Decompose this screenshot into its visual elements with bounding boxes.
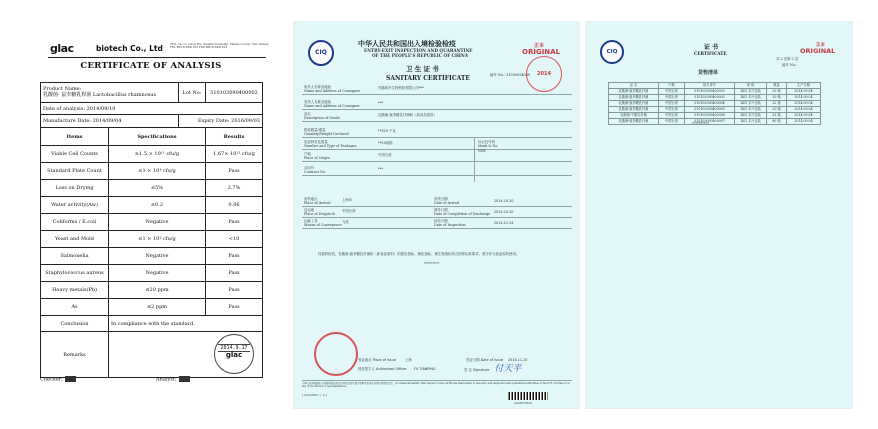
checker-label: Checker: — [40, 376, 63, 383]
result-stars: ********* — [424, 262, 440, 266]
remarks-row — [41, 332, 263, 378]
test-row — [41, 180, 263, 197]
goods-cell: 1KG 多片包装 — [735, 95, 767, 101]
page3-number-label: 编号 No.: — [782, 63, 798, 67]
goods-cell: 乳酸菌-鼠李糖乳杆菌 — [609, 95, 659, 101]
test-spec: ≤2 ppm — [109, 299, 206, 316]
mark-label-en: Mark & No. — [478, 144, 499, 148]
goods-cell: 510103090400004 — [685, 101, 735, 107]
test-spec: ≤5% — [109, 180, 206, 197]
checker-seal — [65, 376, 76, 382]
test-row — [41, 146, 263, 163]
barcode-number: AA00575622 — [514, 401, 533, 405]
analysis-date-label: Date of analysis: — [43, 105, 86, 112]
goods-table — [608, 82, 821, 125]
test-result: Pass — [206, 214, 263, 231]
despatch_place-label-en: Place of Despatch — [304, 212, 335, 216]
test-row — [41, 282, 263, 299]
goods-cell: 中国台湾 — [659, 107, 685, 113]
goods-col-qty: 数量 — [767, 83, 787, 89]
col-items: Items — [41, 128, 109, 146]
result-text: 经抽样检验，乳酸菌-鼠李糖乳杆菌粉（新食品原料）的感官指标、理化指标、微生物指标符合国家标准要求，准予作为食品原料使用。 — [318, 252, 520, 256]
form-code: [ C9-2(2000. 1. 1) ] — [302, 394, 328, 397]
test-item: As — [41, 299, 109, 316]
test-row — [41, 299, 263, 316]
coa-header — [50, 42, 268, 56]
field-divider — [302, 121, 572, 122]
inspection-label-en: Date of Inspection — [434, 223, 466, 227]
arrival_date-label-en: Date of Arrival — [434, 201, 460, 205]
company-name: biotech Co., Ltd — [96, 44, 163, 53]
goods-cell: 乳酸菌-鼠李糖乳杆菌 — [609, 107, 659, 113]
goods-cell: 2014.09.04 — [787, 119, 821, 125]
mfg-date-label: Manufacture Date: — [43, 118, 91, 124]
despatch_place-label-cn: 启运地 — [304, 208, 315, 212]
cert-number — [490, 73, 530, 77]
coa-table — [40, 82, 263, 378]
disclaimer: 中华人民共和国出入境检验检疫机关及其官员或代表不承担签发本证书的任何财经责任。No financial liability with respect to this certificate shall attach to the entry-exit inspection and quarantine authorities of the P. R. of China or to any of its officers or representatives. — [302, 382, 571, 388]
goods-cell: 中国台湾 — [659, 119, 685, 125]
test-result: Pass — [206, 163, 263, 180]
goods-cell: 乳酸菌-鼠李糖乳杆菌 — [609, 119, 659, 125]
red-stamp-bottom — [314, 332, 358, 376]
goods-cell: 32 箱 — [767, 101, 787, 107]
test-spec: Negative — [109, 265, 206, 282]
conclusion-row — [41, 316, 263, 332]
product-row — [41, 83, 263, 103]
transport-divider — [302, 217, 572, 218]
mark-label-cn: 标记及号码 — [478, 140, 495, 144]
field-label-en: Name and Address of Consignee — [304, 89, 361, 93]
conclusion-label: Conclusion — [41, 316, 109, 332]
field-value: **23纸箱 — [378, 141, 393, 145]
page3-copy-en: ORIGINAL — [800, 47, 836, 55]
analyst-label: Analyst: — [156, 376, 177, 383]
goods-cell: 510103090400006 — [685, 113, 735, 119]
field-divider — [302, 149, 572, 150]
goods-cell: 510103090400002 — [685, 89, 735, 95]
mark-divider — [474, 138, 475, 182]
completion-value: 2014.10.20 — [494, 210, 514, 214]
barcode — [508, 392, 548, 400]
stamp-logo: glac — [225, 351, 243, 359]
test-row — [41, 265, 263, 282]
goods-cell: 中国台湾 — [659, 95, 685, 101]
cert-number-label: 编号 No.: — [490, 73, 506, 77]
goods-col-origin: 产地 — [659, 83, 685, 89]
inspection-stamp — [214, 334, 254, 374]
field-value: *** — [378, 167, 384, 171]
goods-cell: 1KG 多片包装 — [735, 119, 767, 125]
field-divider — [302, 175, 572, 176]
test-result: Pass — [206, 265, 263, 282]
mark-value: N/M — [478, 149, 486, 153]
test-item: Staphylococcus aureus — [41, 265, 109, 282]
lot-label: Lot No: — [179, 83, 206, 103]
product-name-label: Product Name: — [43, 86, 82, 92]
test-result: 0.06 — [206, 197, 263, 214]
field-value: 安徽明升生物科技有限公司*** — [378, 86, 424, 90]
field-value: 乳酸菌-鼠李糖乳杆菌粉（新食品原料） — [378, 113, 437, 117]
conveyance-label-cn: 运输工具 — [304, 219, 318, 223]
conclusion-value: In compliance with the standard. — [109, 316, 263, 332]
goods-cell: 2014.09.04 — [787, 89, 821, 95]
field-divider — [302, 137, 572, 138]
issue-date-value: 2014.11.25 — [508, 358, 528, 362]
field-label-cn: 包装种类及数量 — [304, 140, 328, 144]
footer-divider — [302, 380, 572, 381]
sanitary-title-cn: 卫 生 证 书 — [406, 65, 439, 73]
dates-row — [41, 115, 263, 128]
completion-label-cn: 卸毕日期 — [434, 208, 448, 212]
stamp-year: 2014 — [537, 71, 551, 77]
goods-cell: 1KG 多片包装 — [735, 113, 767, 119]
header-row — [41, 128, 263, 146]
stamp-date: 2014.9.17 — [218, 344, 250, 352]
conveyance-label-en: Means of Conveyance — [304, 223, 342, 227]
test-result: <10 — [206, 231, 263, 248]
cert-number-value: 31050014098 — [506, 73, 530, 77]
checker-signature — [40, 376, 76, 383]
goods-cell: 510103090400007 — [685, 119, 735, 125]
goods-col-decl: 报关单号 — [685, 83, 735, 89]
issue-place-value: 上海 — [404, 358, 412, 362]
goods-cell: 中国台湾 — [659, 113, 685, 119]
test-result: Pass — [206, 299, 263, 316]
test-item: Coliforms / E.coli — [41, 214, 109, 231]
field-divider — [302, 94, 572, 95]
goods-cell: 中国台湾 — [659, 89, 685, 95]
issue-place: 签证地点 Place of Issue 上海 — [358, 358, 412, 362]
goods-col-name: 品 名 — [609, 83, 659, 89]
expiry-date-value: 2016/09/03 — [231, 118, 260, 124]
field-label-cn: 产地 — [304, 152, 311, 156]
test-item: Heavy metals(Pb) — [41, 282, 109, 299]
issue-date: 签证日期 Date of Issue 2014.11.25 — [466, 358, 528, 362]
completion-label-en: Date of Completion of Discharge — [434, 212, 491, 216]
coa-title: CERTIFICATE OF ANALYSIS — [80, 61, 222, 71]
analysis-date-value: 2014/09/10 — [86, 105, 116, 112]
analysis-date-row — [41, 103, 263, 115]
test-item: Viable Cell Counts — [41, 146, 109, 163]
field-label-en: Place of Origin — [304, 156, 330, 160]
test-result: Pass — [206, 248, 263, 265]
goods-cell: 510103090400005 — [685, 107, 735, 113]
field-label-en: Number and Type of Packages — [304, 144, 357, 148]
goods-cell: 32 箱 — [767, 113, 787, 119]
ciq-emblem: CIQ — [308, 40, 334, 66]
test-row — [41, 231, 263, 248]
despatch_place-value: 中国台湾 — [342, 209, 356, 213]
authorized-officer: 授权签字人 Authorized Officer FU TIANPING — [358, 367, 436, 371]
company-address: 3F-6, No.17, Guoji Rd., Sinshih Township, Tainan County 744, Taiwan TEL 886-6-5891976 FAX 886-6-5891813 — [170, 42, 269, 50]
goods-cell: 20 箱 — [767, 95, 787, 101]
header-divider — [48, 57, 266, 58]
goods-cell: 乳酸菌-鼠李糖乳杆菌 — [609, 89, 659, 95]
field-label-cn: 合同号 — [304, 166, 315, 170]
agency-cn: 中华人民共和国出入境检验检疫 — [358, 40, 456, 48]
product-name-value: 乳酸菌- 鼠李糖乳桿菌 Lactobacillus rhamnosus — [43, 91, 157, 98]
goods-cell: 2014.09.04 — [787, 113, 821, 119]
field-divider — [302, 109, 572, 110]
goods-cell: 80 箱 — [767, 119, 787, 125]
inspection-label-cn: 检验日期 — [434, 219, 448, 223]
test-result: Pass — [206, 282, 263, 299]
red-stamp-top — [526, 56, 562, 92]
test-spec: ≤1 × 10⁴ cfu/g — [109, 163, 206, 180]
test-item: Salmonella — [41, 248, 109, 265]
field-value: **320 千克 — [378, 129, 396, 133]
field-label-cn: 收货人名称及地址 — [304, 85, 332, 89]
page3-copy-cn: 正本 — [816, 43, 825, 48]
test-row — [41, 248, 263, 265]
test-spec: Negative — [109, 214, 206, 231]
goods-cell: 2014.09.04 — [787, 95, 821, 101]
test-item: Yeast and Mold — [41, 231, 109, 248]
test-spec: Negative — [109, 248, 206, 265]
officer-value: FU TIANPING — [413, 367, 436, 371]
arrival_date-value: 2014.10.20 — [494, 199, 514, 203]
arrival_place-value: 上海市 — [342, 198, 353, 202]
expiry-date-label: Expiry Date: — [197, 118, 230, 124]
conveyance-value: 飞机 — [342, 220, 349, 224]
ciq-emblem-2: CIQ — [600, 40, 624, 64]
field-divider — [302, 161, 572, 162]
agency-en-2: OF THE PEOPLE'S REPUBLIC OF CHINA — [372, 53, 468, 58]
page3-title-en: CERTIFICATE — [694, 51, 727, 56]
transport-divider — [302, 228, 572, 229]
goods-cell: 中国台湾 — [659, 101, 685, 107]
col-results: Results — [206, 128, 263, 146]
lot-value: 510103090400002 — [206, 83, 263, 103]
goods-list-page — [586, 22, 852, 408]
signature-field: 签 名 Signature 付天平 — [464, 364, 522, 374]
field-label-cn: 品名 — [304, 112, 311, 116]
goods-cell: 510103090400003 — [685, 95, 735, 101]
goods-cell: 20 箱 — [767, 89, 787, 95]
sanitary-title-en: SANITARY CERTIFICATE — [386, 75, 470, 82]
test-item: Water activity(Aw) — [41, 197, 109, 214]
test-item: Loss on Drying — [41, 180, 109, 197]
company-logo: glac — [50, 42, 74, 55]
goods-cell: 2014.09.04 — [787, 101, 821, 107]
test-row — [41, 163, 263, 180]
field-label-cn: 报检数量/重量 — [304, 128, 326, 132]
page3-title-cn: 证 书 — [704, 44, 719, 51]
field-label-en: Name and Address of Consignor — [304, 104, 360, 108]
test-spec: ≥1.5 × 10¹¹ cfu/g — [109, 146, 206, 163]
field-value: 中国台湾 — [378, 153, 392, 157]
test-result: 1.67× 10¹¹ cfu/g — [206, 146, 263, 163]
handwritten-signature: 付天平 — [494, 364, 522, 374]
test-result: 2.7% — [206, 180, 263, 197]
analyst-signature — [156, 376, 190, 383]
test-row — [41, 214, 263, 231]
field-label-en: Quantity/Weight Declared — [304, 132, 349, 136]
remarks-label: Remarks — [41, 332, 109, 378]
field-value: *** — [378, 101, 384, 105]
arrival_date-label-cn: 到货日期 — [434, 197, 448, 201]
goods-col-spec: 规 格 — [735, 83, 767, 89]
goods-cell: 乳酸菌-干酪乳杆菌 — [609, 113, 659, 119]
sanitary-certificate — [294, 22, 579, 408]
inspection-value: 2014.11.24 — [494, 221, 514, 225]
goods-cell: 1KG 多片包装 — [735, 101, 767, 107]
agency-en: ENTRY-EXIT INSPECTION AND QUARANTINE — [364, 48, 473, 53]
mfg-date-value: 2014/09/04 — [92, 118, 122, 124]
goods-stars: ********** — [692, 122, 709, 126]
coa-document — [36, 36, 269, 386]
test-item: Standard Plate Count — [41, 163, 109, 180]
col-specifications: Specifications — [109, 128, 206, 146]
arrival_place-label-cn: 到货地点 — [304, 197, 318, 201]
field-label-en: Contract No. — [304, 170, 327, 174]
goods-cell: 1KG 多片包装 — [735, 89, 767, 95]
goods-cell: 乳酸菌-鼠李糖乳杆菌 — [609, 101, 659, 107]
copy-cn: 正本 — [534, 43, 545, 49]
transport-divider — [302, 206, 572, 207]
goods-list-title: 货物清单 — [698, 70, 719, 76]
field-label-en: Description of Goods — [304, 116, 341, 120]
test-spec: ≤20 ppm — [109, 282, 206, 299]
arrival_place-label-en: Place of Arrival — [304, 201, 331, 205]
copy-en: ORIGINAL — [522, 48, 561, 56]
goods-cell: 1KG 多片包装 — [735, 107, 767, 113]
analyst-seal — [179, 376, 190, 382]
field-label-cn: 发货人名称及地址 — [304, 100, 332, 104]
goods-cell: 20 箱 — [767, 107, 787, 113]
test-spec: ≤1 × 10² cfu/g — [109, 231, 206, 248]
goods-cell: 2014.09.04 — [787, 107, 821, 113]
goods-row — [609, 119, 821, 125]
test-row — [41, 197, 263, 214]
test-spec: ≤0.2 — [109, 197, 206, 214]
page-count: 共 2 页第 2 页 — [776, 57, 799, 61]
goods-col-date: 生产日期 — [787, 83, 821, 89]
